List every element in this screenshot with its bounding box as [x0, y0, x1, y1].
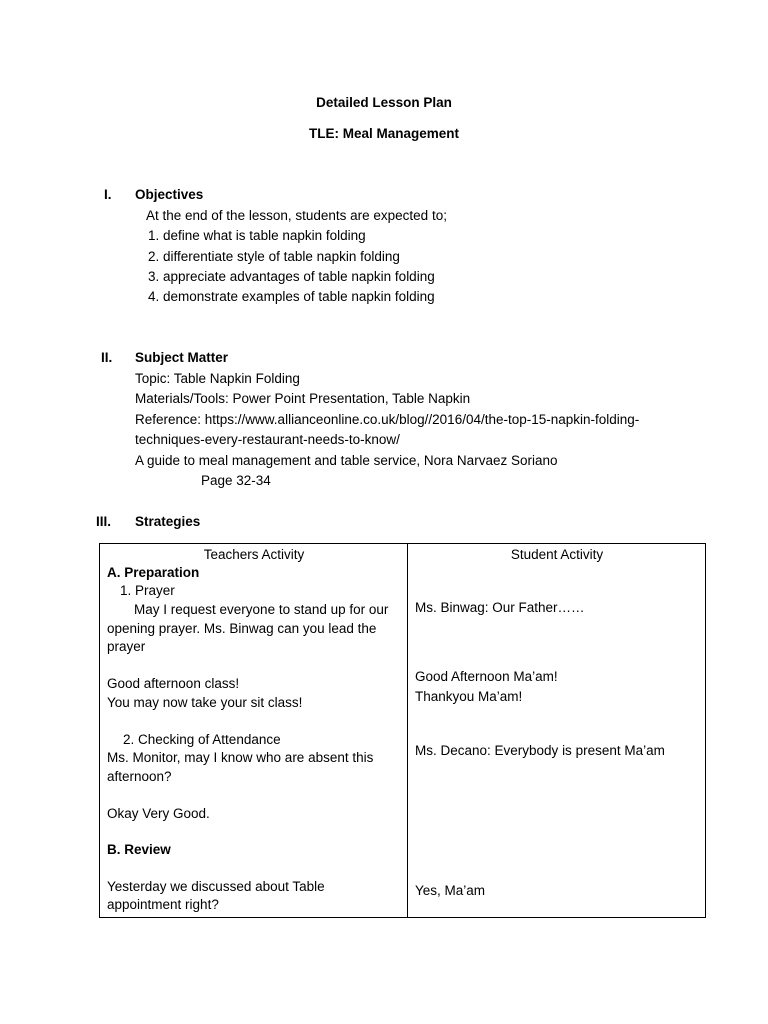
- teacher-review-question: appointment right?: [107, 897, 219, 912]
- student-greeting-response: Good Afternoon Ma’am!: [415, 669, 558, 684]
- section-heading-objectives: Objectives: [135, 187, 204, 202]
- section-heading-strategies: Strategies: [135, 514, 201, 529]
- teacher-review-question: Yesterday we discussed about Table: [107, 879, 325, 894]
- subject-guide: A guide to meal management and table service, Nora Narvaez Soriano: [135, 453, 558, 468]
- student-review-response: Yes, Ma’am: [415, 883, 486, 898]
- teacher-attendance-question: afternoon?: [107, 769, 172, 784]
- section-numeral-subject-matter: II.: [101, 350, 113, 365]
- teacher-greeting: You may now take your sit class!: [107, 695, 303, 710]
- subject-materials: Materials/Tools: Power Point Presentation, Table Napkin: [135, 391, 471, 406]
- teacher-prayer-label: 1. Prayer: [120, 583, 175, 598]
- section-heading-subject-matter: Subject Matter: [135, 350, 229, 365]
- subject-reference-line2: techniques-every-restaurant-needs-to-know/: [135, 432, 400, 447]
- student-activity-header: Student Activity: [510, 547, 604, 562]
- student-attendance-response: Ms. Decano: Everybody is present Ma’am: [415, 743, 665, 758]
- student-activity-cell: [408, 544, 706, 918]
- teacher-greeting: Good afternoon class!: [107, 676, 240, 691]
- teacher-activity-cell: [100, 544, 408, 918]
- objective-item: 4. demonstrate examples of table napkin folding: [148, 289, 435, 304]
- document-subtitle: TLE: Meal Management: [308, 126, 460, 141]
- objective-item: 2. differentiate style of table napkin folding: [148, 249, 400, 264]
- objective-item: 3. appreciate advantages of table napkin folding: [148, 269, 435, 284]
- student-prayer-response: Ms. Binwag: Our Father……: [415, 600, 585, 615]
- teacher-prayer-request: prayer: [107, 639, 146, 654]
- document-title: Detailed Lesson Plan: [316, 95, 452, 110]
- teacher-prayer-request: May I request everyone to stand up for our: [134, 602, 389, 617]
- teacher-attendance-label: 2. Checking of Attendance: [123, 732, 281, 747]
- objective-item: 1. define what is table napkin folding: [148, 228, 366, 243]
- section-numeral-strategies: III.: [96, 514, 112, 529]
- strategies-table: [99, 543, 706, 918]
- teacher-attendance-question: Ms. Monitor, may I know who are absent this: [107, 750, 374, 765]
- teacher-preparation-heading: A. Preparation: [107, 565, 200, 580]
- subject-reference-line1: Reference: https://www.allianceonline.co.uk/blog//2016/04/the-top-15-napkin-folding-: [135, 412, 640, 427]
- teacher-okay: Okay Very Good.: [107, 806, 210, 821]
- teacher-prayer-request: opening prayer. Ms. Binwag can you lead the: [107, 621, 377, 636]
- student-greeting-response: Thankyou Ma’am!: [415, 689, 523, 704]
- subject-topic: Topic: Table Napkin Folding: [135, 371, 300, 386]
- section-numeral-objectives: I.: [104, 187, 112, 202]
- teacher-review-heading: B. Review: [107, 842, 171, 857]
- objectives-intro: At the end of the lesson, students are expected to;: [146, 208, 447, 223]
- subject-page: Page 32-34: [201, 473, 271, 488]
- teacher-activity-header: Teachers Activity: [203, 547, 305, 562]
